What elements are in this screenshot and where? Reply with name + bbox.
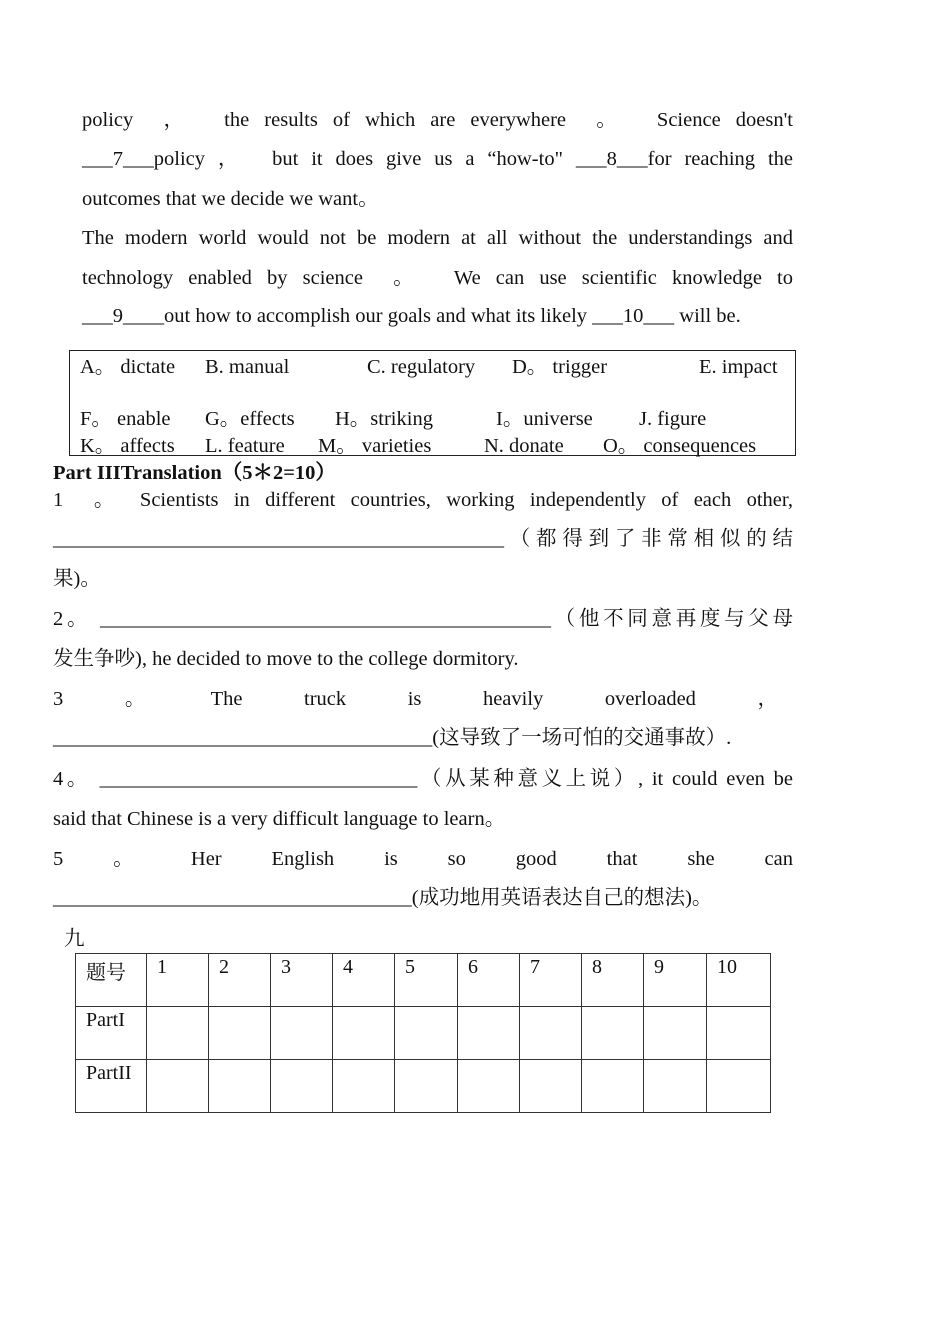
answer-cell[interactable]: [707, 1007, 771, 1060]
passage-line-6: ___9____out how to accomplish our goals and what its likely ___10___ will be.: [82, 305, 741, 327]
passage-line-4: The modern world would not be modern at all without the understandings and: [82, 227, 793, 249]
passage-line-1: policy ， the results of which are everywhere 。 Science doesn't: [82, 109, 793, 131]
answer-cell[interactable]: [582, 1060, 644, 1113]
header-cell-6: 6: [458, 954, 520, 1007]
option-g: G。effects: [205, 408, 295, 430]
question-1-line-3: 果)。: [53, 568, 101, 590]
answer-cell[interactable]: [644, 1060, 707, 1113]
question-3-line-1: 3 。 The truck is heavily overloaded ，: [53, 688, 778, 710]
question-4-line-1: 4。 _______________________________（从某种意义上说）, it could even be: [53, 768, 793, 790]
option-l: L. feature: [205, 435, 285, 457]
question-2-line-1: 2。 ____________________________________________（他不同意再度与父母: [53, 608, 793, 630]
answer-cell[interactable]: [147, 1007, 209, 1060]
row-label-part2: PartII: [76, 1060, 147, 1113]
answer-cell[interactable]: [644, 1007, 707, 1060]
header-cell-1: 1: [147, 954, 209, 1007]
option-e: E. impact: [699, 356, 778, 378]
word-bank-box: [69, 350, 796, 456]
answer-cell[interactable]: [395, 1060, 458, 1113]
question-1-line-2: ____________________________________________（都得到了非常相似的结: [53, 528, 793, 550]
option-o: O。 consequences: [603, 435, 757, 457]
option-k: K。 affects: [80, 435, 175, 457]
question-5-line-1: 5 。 Her English is so good that she can: [53, 848, 793, 870]
option-m: M。 varieties: [318, 435, 432, 457]
answer-cell[interactable]: [458, 1060, 520, 1113]
answer-cell[interactable]: [209, 1007, 271, 1060]
passage-line-5: technology enabled by science 。 We can use scientific knowledge to: [82, 267, 793, 289]
header-cell-9: 9: [644, 954, 707, 1007]
option-d: D。 trigger: [512, 356, 608, 378]
question-2-line-2: 发生争吵), he decided to move to the college dormitory.: [53, 648, 519, 670]
header-cell-3: 3: [271, 954, 333, 1007]
answer-cell[interactable]: [520, 1060, 582, 1113]
answer-cell[interactable]: [458, 1007, 520, 1060]
question-5-line-2: ___________________________________(成功地用英语表达自己的想法)。: [53, 887, 713, 909]
option-f: F。 enable: [80, 408, 171, 430]
answer-cell[interactable]: [271, 1060, 333, 1113]
header-cell-4: 4: [333, 954, 395, 1007]
option-c: C. regulatory: [367, 356, 476, 378]
option-n: N. donate: [484, 435, 564, 457]
passage-line-3: outcomes that we decide we want。: [82, 188, 379, 210]
header-cell-2: 2: [209, 954, 271, 1007]
header-cell-label: 题号: [76, 954, 147, 1007]
header-cell-8: 8: [582, 954, 644, 1007]
question-3-line-2: _____________________________________(这导致了一场可怕的交通事故）.: [53, 727, 732, 749]
answer-grid-header-row: [76, 954, 771, 1007]
header-cell-10: 10: [707, 954, 771, 1007]
answer-cell[interactable]: [147, 1060, 209, 1113]
part3-title: Part IIITranslation（5＊2=10）: [53, 462, 336, 484]
answer-grid: [75, 953, 771, 1113]
answer-cell[interactable]: [271, 1007, 333, 1060]
answer-cell[interactable]: [209, 1060, 271, 1113]
answer-cell[interactable]: [520, 1007, 582, 1060]
option-a: A。 dictate: [80, 356, 176, 378]
answer-cell[interactable]: [333, 1007, 395, 1060]
passage-line-2: ___7___policy ， but it does give us a “how-to" ___8___for reaching the: [82, 148, 793, 170]
answer-cell[interactable]: [395, 1007, 458, 1060]
question-4-line-2: said that Chinese is a very difficult language to learn。: [53, 808, 506, 830]
question-1-line-1: 1 。 Scientists in different countries, working independently of each other,: [53, 489, 793, 511]
option-b: B. manual: [205, 356, 290, 378]
option-h: H。striking: [335, 408, 433, 430]
option-i: I。universe: [496, 408, 593, 430]
answer-cell[interactable]: [707, 1060, 771, 1113]
section-nine-label: 九: [64, 928, 85, 950]
answer-cell[interactable]: [333, 1060, 395, 1113]
option-j: J. figure: [639, 408, 707, 430]
header-cell-5: 5: [395, 954, 458, 1007]
answer-grid-row-part2: [76, 1060, 771, 1113]
answer-cell[interactable]: [582, 1007, 644, 1060]
row-label-part1: PartI: [76, 1007, 147, 1060]
answer-grid-row-part1: [76, 1007, 771, 1060]
header-cell-7: 7: [520, 954, 582, 1007]
